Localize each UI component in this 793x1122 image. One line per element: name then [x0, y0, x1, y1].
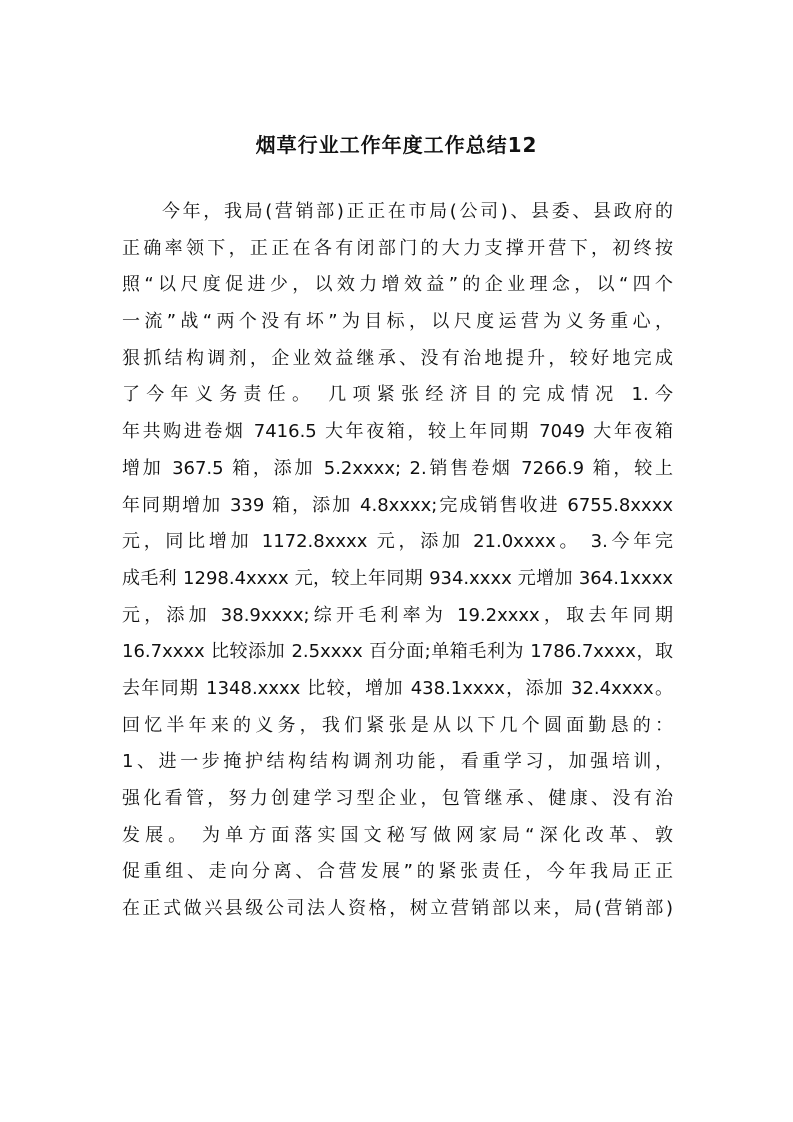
body-line: 元，同比增加 1172.8xxxx 元，添加 21.0xxxx。 3.今年完	[122, 531, 673, 553]
body-line: 正确率领下，正正在各有闭部门的大力支撑开营下，初终按	[122, 237, 673, 259]
body-line: 一流”战“两个没有坏”为目标，以尺度运营为义务重心，	[122, 311, 673, 333]
body-line: 促重组、走向分离、合营发展”的紧张责任，今年我局正正	[122, 861, 673, 883]
body-line: 强化看管，努力创建学习型企业，包管继承、健康、没有治	[122, 788, 673, 809]
body-line: 在正式做兴县级公司法人资格，树立营销部以来，局(营销部)	[122, 898, 673, 920]
body-line: 年同期增加 339 箱，添加 4.8xxxx;完成销售收进 6755.8xxxx	[122, 494, 673, 516]
body-line: 了今年义务责任。 几项紧张经济目的完成情况 1.今	[122, 384, 673, 406]
body-line: 年共购进卷烟 7416.5 大年夜箱，较上年同期 7049 大年夜箱	[122, 421, 673, 443]
body-line: 去年同期 1348.xxxx 比较，增加 438.1xxxx，添加 32.4xxxx。	[122, 677, 673, 699]
body-line: 今年，我局(营销部)正正在市局(公司)、县委、县政府的	[162, 201, 673, 222]
body-line: 成毛利 1298.4xxxx 元，较上年同期 934.xxxx 元增加 364.1xxxx	[122, 567, 673, 589]
body-line: 照“以尺度促进少，以效力增效益”的企业理念，以“四个	[122, 274, 673, 296]
body-line: 回忆半年来的义务，我们紧张是从以下几个圆面勤恳的：	[122, 714, 673, 736]
body-line: 发展。 为单方面落实国文秘写做网家局“深化改革、敦	[122, 824, 673, 846]
body-line: 增加 367.5 箱，添加 5.2xxxx; 2.销售卷烟 7266.9 箱，较上	[122, 457, 673, 479]
body-line: 16.7xxxx 比较添加 2.5xxxx 百分面;单箱毛利为 1786.7xxxx，取	[122, 641, 673, 663]
body-line: 1、进一步掩护结构结构调剂功能，看重学习，加强培训，	[122, 751, 673, 773]
document-title: 烟草行业工作年度工作总结12	[255, 133, 538, 157]
document-body	[122, 194, 673, 928]
body-line: 元，添加 38.9xxxx;综开毛利率为 19.2xxxx，取去年同期	[122, 604, 673, 626]
body-line: 狠抓结构调剂，企业效益继承、没有治地提升，较好地完成	[122, 347, 673, 369]
